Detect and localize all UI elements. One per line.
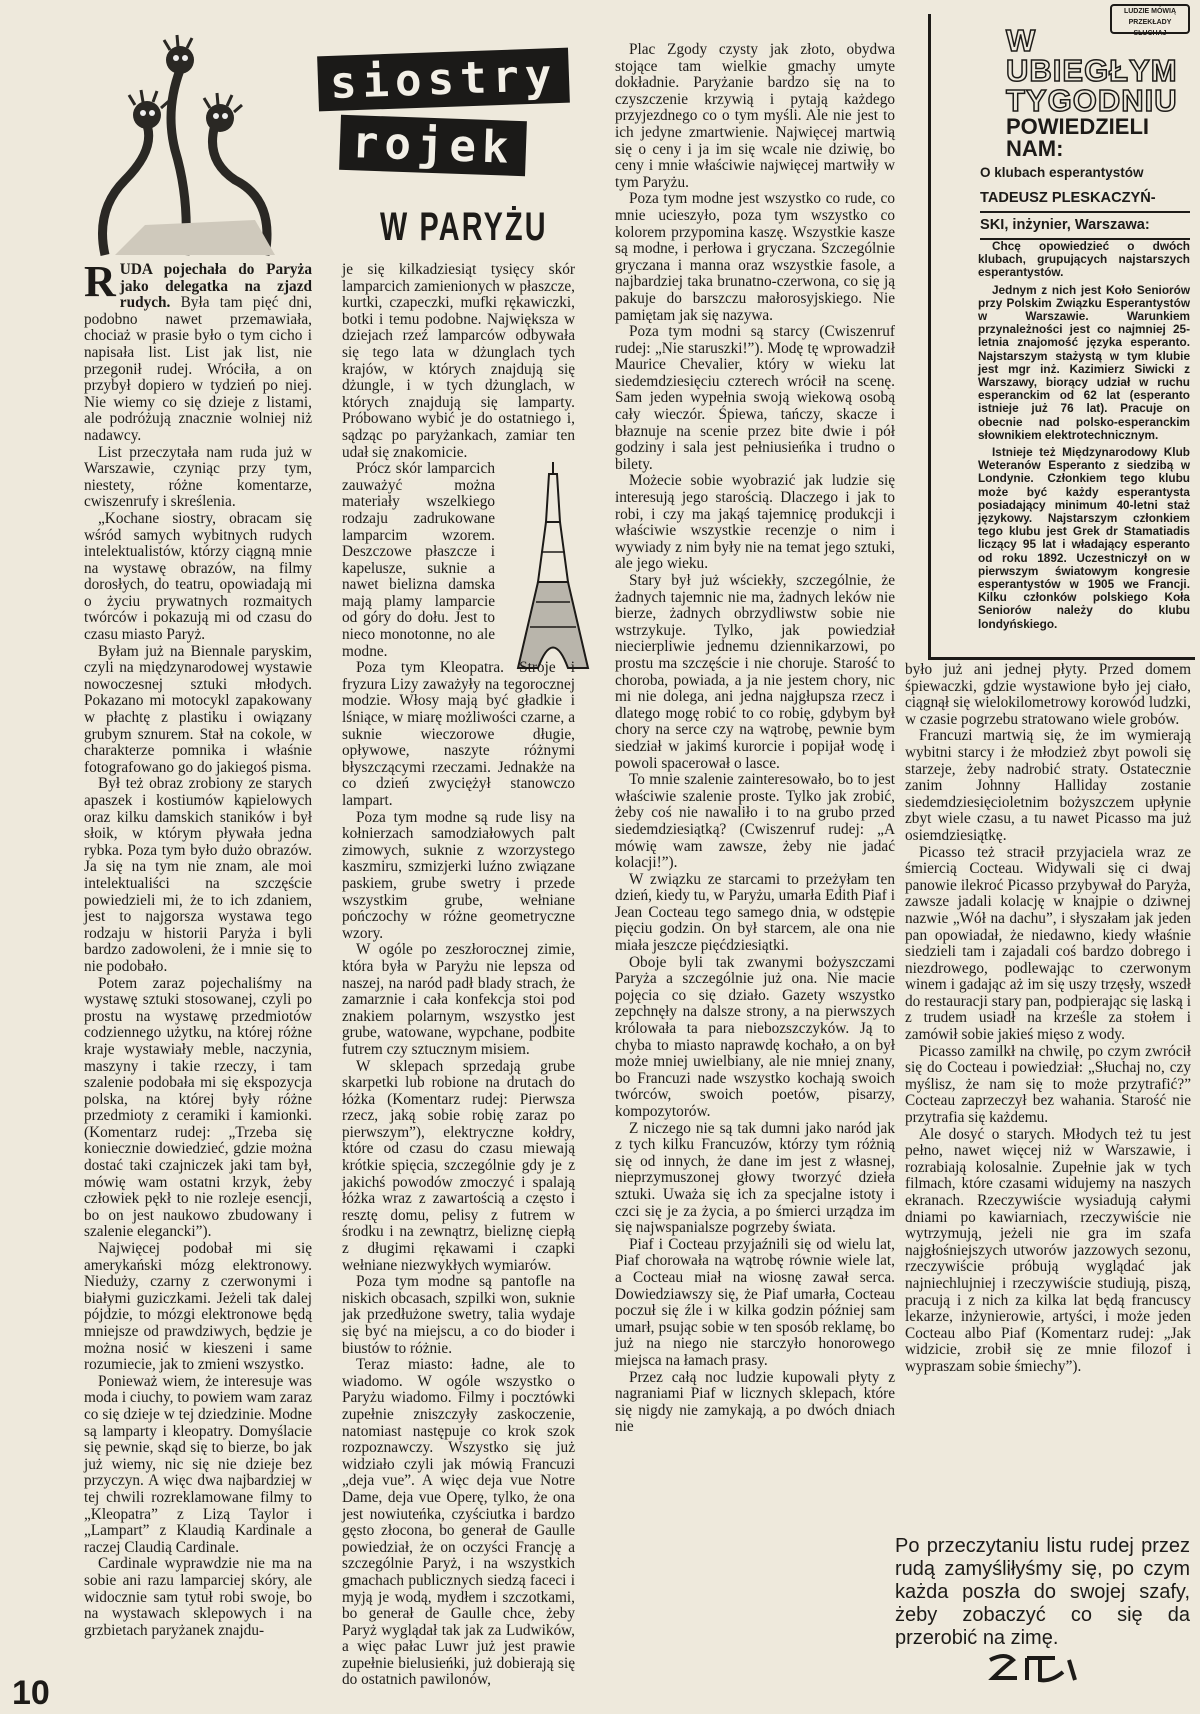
sidebar-paragraph: Jednym z nich jest Koło Seniorów przy Polskim Związku Esperantystów w Warszawie. Warunkiem przynależności jest co najmniej 25-letnia znajomość języka esperanto. Najstarszym stażystą w tym klubie jest mgr inż. Kazimierz Siwicki z Warszawy, biorący udział w ruchu esperanckim od 62 lat (esperanto istnieje już 76 lat). Pracuje on obecnie nad polsko-esperanckim słownikiem elektrotechnicznym. xyxy=(978,282,1190,442)
rubric-stamp: LUDZIE MÓWIĄ PRZEKŁADY SŁUCHAJ xyxy=(1110,4,1190,34)
title-line-2: rojek xyxy=(339,115,527,176)
col1-paragraph: Potem zaraz pojechaliśmy na wystawę sztuki stosowanej, czyli po prostu na wystawę przedmiotów codziennego użytku, na której różne kraje wystawiały meble, naczynia, maszyny i takie rzeczy, i tam szalenie podobała mi się ekspozycja polska, na której były różne przedmioty z ceramiki i kamionki. (Komentarz rudej: „Trzeba się koniecznie dowiedzieć, gdzie można dostać taki czajniczek jaki tam był, mówię wam ostatni krzyk, żeby człowiek pękł to nie rozleje esencji, bo on jest naukowo zbudowany i szalenie elegancki”). xyxy=(84,974,312,1241)
col3-paragraph: Poza tym modne jest wszystko co rude, co mnie ucieszyło, poza tym wszystko co kolorem przypomina kaszę. Wszystkie kasze są modne, i perłowa i gryczana. Szczególnie gryczana i manna oraz wszystkie fasole, a najbardziej taka brunatno-czerwona, co się ją pakuje do barszczu małorosyjskiego. Nie pamiętam jak się nazywa. xyxy=(615,190,895,324)
col2-paragraph: Poza tym modne są pantofle na niskich obcasach, szpilki won, suknie jak przedłużone swetry, talia wydaje się być na miejscu, a co do bioder i biustów to różnie. xyxy=(342,1273,575,1357)
column-2 xyxy=(342,261,575,1689)
sidebar-heading-3: POWIEDZIELI xyxy=(1006,114,1149,139)
sidebar-heading-2: TYGODNIU xyxy=(1006,83,1178,118)
closing-paragraph: Po przeczytaniu listu rudej przez rudą zamyśliłyśmy się, po czym każda poszła do swojej szafy, żeby zobaczyć co się da przerobić na zimę. xyxy=(895,1535,1190,1649)
signature-mark xyxy=(985,1650,1080,1688)
col2-paragraph: W ogóle po zeszłorocznej zimie, która była w Paryżu nie lepsza od naszej, na naród padł blady strach, że zamarznie i cała konfekcja stoi pod znakiem polarnym, wszystko jest grube, watowane, wypchane, podbite futrem czy sztucznym misiem. xyxy=(342,941,575,1058)
col3-paragraph: Stary był już wściekły, szczególnie, że żadnych tajemnic nie ma, żadnych leków nie bierze, żadnych obrzydliwstw sobie nie wstrzykuje. Tylko, jak powiedział niecierpliwie jednemu dziennikarzowi, po prostu ma szczęście i nie choruje. Starość to choroba, powiada, a ja nie jestem chory, nic mi nie dolega, ani jedna najgłupsza rzecz i dlatego mogę robić to co robię, gdybym był chory na serce czy na wątrobę, pewnie bym siedział w jakimś kurorcie i popijał wodę i powoli spacerował o lasce. xyxy=(615,572,895,772)
col1-paragraph: „Kochane siostry, obracam się wśród samych wybitnych rudych intelektualistów, którzy ciągną mnie na wystawę obrazów, na filmy dorosłych, do teatru, opowiadają mi o życiu prywatnych rozmaitych twórców i pokazują mi od czasu do czasu miasto Paryż. xyxy=(84,509,312,644)
column-1 xyxy=(84,257,313,1674)
col2-paragraph: Poza tym modne są rude lisy na kołnierzach samodziałowych palt zimowych, suknie z wzorzystego kaszmiru, szmizjerki luźno związane paskiem, grube swetry i przede wszystkim grube, wełniane pończochy w różne geometryczne wzory. xyxy=(342,808,575,942)
sidebar-text xyxy=(978,240,1190,635)
col2-paragraph: je się kilkadziesiąt tysięcy skór lamparcich zamienionych w płaszcze, kurtki, czapeczki, mufki rękawiczki, botki i temu podobne. Największa w dziejach rzeź lamparców odbywała się tego lata w dżunglach tych krajów, w których znajdują się dżungle, i w tych dżunglach, w których znajdują się lamparty. Próbowano wybić je do ostatniego i, sądząc po paryżankach, zamiar ten udał się znakomicie. xyxy=(342,261,575,461)
col2-paragraph: W sklepach sprzedają grube skarpetki lub robione na drutach do łóżka (Komentarz rudej: Pierwsza rzecz, jaką sobie robię zaraz po pierwszym”), elektryczne kołdry, które od czasu do czasu miewają krótkie spięcia, szczególnie gdy je z jakichś powodów zmoczyć i spalają łóżka wraz z zawartością a często i resztę domu, pelisy z futrem w środku i na zewnątrz, bieliznę ciepłą z długimi rękawami i czapki wełniane niezwykłych wymiarów. xyxy=(342,1057,575,1274)
column-4 xyxy=(905,662,1191,1532)
sidebar-author xyxy=(980,186,1190,240)
sidebar-heading-4: NAM: xyxy=(1006,136,1064,161)
col3-paragraph: Piaf i Cocteau przyjaźnili się od wielu lat, Piaf chorowała na wątrobę równie wiele lat, a Cocteau miał na wiosnę zawał serca. Dowiedziawszy się, że Piaf umarła, Cocteau poczuł się źle i w kilka godzin później sam umarł, psując sobie w ten sposób reklamę, bo już na niego nie starczyło honorowego miejsca na łamach prasy. xyxy=(615,1235,895,1369)
col1-paragraph: List przeczytała nam ruda już w Warszawie, czyniąc przy tym, niestety, różne komentarze, cwiszenrufy i skreślenia. xyxy=(84,443,312,511)
col3-paragraph: Przez całą noc ludzie kupowali płyty z nagraniami Piaf w licznych sklepach, które się nigdy nie zamykają, a po dwóch dniach nie xyxy=(615,1368,895,1436)
col3-paragraph: Poza tym modni są starcy (Cwiszenruf rudej: „Nie staruszki!”). Modę tę wprowadził Maurice Chevalier, który w wieku lat siedemdziesięciu czterech wrócił na scenę. Sam jeden wypełnia swoją wiekową osobą cały wieczór. Śpiewa, tańczy, skacze i błaznuje na scenie przez bite dwie i pół godziny i sala jest pełniusieńka i trudno o bilety. xyxy=(615,323,895,473)
column-3 xyxy=(615,42,895,1672)
dropcap: R xyxy=(84,257,116,306)
lead-paragraph xyxy=(84,257,313,445)
col4-paragraph: Picasso zamilkł na chwilę, po czym zwrócił się do Cocteau i powiedział: „Słuchaj no, czy myślisz, że nam się to może przytrafić?” Cocteau zaprzeczył bez wahania. Starość nie przytrafia się każdemu. xyxy=(905,1042,1191,1127)
sidebar-heading-1: W UBIEGŁYM xyxy=(1006,23,1178,88)
col4-paragraph: Francuzi martwią się, że im wymierają wybitni starcy i że młodzież zbyt powoli się starzeje, żeby nadrobić straty. Ostatecznie zanim Johnny Halliday zostanie siedemdziesięcioletnim bożyszczem upłynie zbyt wiele czasu, a tu nawet Picasso ma już osiemdziesiątkę. xyxy=(905,727,1191,844)
title-line-1: siostry xyxy=(317,48,570,112)
col3-paragraph: Oboje byli tak zwanymi bożyszczami Paryża a szczególnie już ona. Nie macie pojęcia co się działo. Gazety wszystko zepchnęły na dalsze strony, a na pierwszych królowała ta para niebozszczyków. Ją to chyba to miasto naprawdę kochało, a on był może mniej uwielbiany, ale nie mniej znany, bo Francuzi nade wszystko kochają swoich twórców, swoich poetów, pisarzy, kompozytorów. xyxy=(615,953,895,1120)
col1-paragraph: Byłam już na Biennale paryskim, czyli na międzynarodowej wystawie nowoczesnej sztuki młodych. Pokazano mi motocykl zapakowany w płachtę z plastiku i owiązany grubym sznurem. Stał na cokole, w charakterze pomnika i właśnie fotografowano go do jakiegoś pisma. xyxy=(84,642,312,776)
sidebar-topic: O klubach esperantystów xyxy=(980,165,1144,180)
col1-paragraph: Ponieważ wiem, że interesuje was moda i ciuchy, to powiem wam zaraz co się dzieje w tej dziedzinie. Modne są lamparty i kleopatry. Domyślacie się pewnie, skąd się to bierze, bo jak już wiemy, nic się nie dzieje bez przyczyn. A więc dwa najbardziej w tej chwili rozreklamowane filmy to „Kleopatra” z Lizą Taylor i „Lampart” z Klaudią Kardinale a raczej Claudią Cardinale. xyxy=(84,1372,312,1556)
sidebar-paragraph: Chcę opowiedzieć o dwóch klubach, grupujących najstarszych esperantystów. xyxy=(978,239,1190,280)
col3-paragraph: Możecie sobie wyobrazić jak ludzie się interesują jego starością. Dlaczego i jak to robi, i czy ma jakąś tajemnicę produkcji i właściwie wszystkie recenzje o nim i wywiady z nim były nie na temat jego sztuki, ale jego wieku. xyxy=(615,472,895,573)
illustration-heads xyxy=(85,30,285,255)
col4-paragraph: Picasso też stracił przyjaciela wraz ze śmiercią Cocteau. Widywali się ci dwaj panowie ilekroć Picasso przybywał do Paryża, zawsze jadali kolację w knajpie o dziwnej nazwie „Wół na dachu”, i słyszałam jak jeden pan opowiadał, że niedawno, kiedy właśnie siedzieli tam i zajadali coś bardzo dobrego i niezdrowego, podlewając to czerwonym winem i gadając aż im się uszy trzęsły, wszedł do restauracji stary pan, podpierając się laską i z trudem usiadł na krześle za stołem i zamówił sobie jakieś mięso z wody. xyxy=(905,843,1191,1044)
page-number: 10 xyxy=(12,1674,50,1712)
col3-paragraph: W związku ze starcami to przeżyłam ten dzień, kiedy tu, w Paryżu, umarła Edith Piaf i Jean Cocteau tego samego dnia, w odstępie pięciu godzin. On był starcem, ale ona nie miała jeszcze pięćdziesiątki. xyxy=(615,870,895,955)
col2-paragraph: Prócz skór lamparcich zauważyć można materiały wszelkiego rodzaju zadrukowane lamparcim wzorem. Deszczowe płaszcze i kapelusze, suknie a nawet bielizna damska mają plamy lamparcie od góry do dołu. Jest to nieco monotonne, no ale modne. xyxy=(342,460,495,660)
col2-paragraph: Poza tym Kleopatra. Stroje i fryzura Lizy zaważyły na tegorocznej modzie. Włosy mają być gładkie i lśniące, w miarę możliwości czarne, a suknie wieczorowe długie, opływowe, naszyte różnymi błyszczącymi rzeczami. Jednakże na co dzień zwyciężył stanowczo lampart. xyxy=(342,659,575,809)
sidebar-paragraph: Istnieje też Międzynarodowy Klub Weteranów Esperanto z siedzibą w Londynie. Członkiem tego klubu może być każdy esperantysta posiadający minimum 40-letni staż językowy. Najstarszym członkiem tego klubu jest Grek dr Stamatiadis liczący 95 lat i władający esperanto od roku 1892. Uczestniczył on w pierwszym światowym kongresie esperantystów w 1905 we Francji. Kilku członków polskiego Koła Seniorów należy do klubu londyńskiego. xyxy=(978,445,1190,631)
sidebar-heading xyxy=(1006,23,1200,161)
col4-paragraph: Ale dosyć o starych. Młodych też tu jest pełno, nawet więcej niż w Warszawie, i rozrabiają kolosalnie. Zupełnie jak w tych filmach, które czasami widujemy na naszych ekranach. Rzeczywiście wysiadują całymi dniami po kawiarniach, rzeczywiście nie wytrzymują, jeżeli nie gra im szafa najgłośniejszych utworów jazzowych sezonu, rzeczywiście próbują wyglądać jak najniechlujniej i rzeczywiście studiują, piszą, pracują i z nich za kilka lat będą francuscy lekarze, inżynierowie, artyści, i może jeden Cocteau albo Piaf (Komentarz rudej: „Jak widzicie, zrobił się ze mnie filozof i wypraszam sobie śmiechy”). xyxy=(905,1125,1191,1375)
col1-paragraph: Najwięcej podobał mi się amerykański mózg elektronowy. Nieduży, czarny z czerwonymi i białymi guziczkami. Jeżeli tak dalej pójdzie, to mózgi elektronowe będą mniejsze od prawdziwych, będzie je można nosić w kieszeni i same rozumiecie, jak to zmieni wszystko. xyxy=(84,1240,312,1374)
lead-text: UDA pojechała do Paryża jako delegatka na zjazd rudych. xyxy=(119,261,312,312)
col3-paragraph: To mnie szalenie zainteresowało, bo to jest właściwie szalenie proste. Tylko jak zrobić, żeby coś nie nawaliło i to na grubo przed siedemdziesiątką? (Cwiszenruf rudej: „A mówię wam zawsze, żeby nie jadać kolacji!”). xyxy=(615,771,895,872)
col1-p1: Była tam pięć dni, podobno nawet przemawiała, chociaż w prasie było o tym cicho i napisała list. List jak list, nie przegonił rudej. Wróciła, a on przybył dopiero w tydzień po niej. Nie wiemy co się dzieje z listami, ale podróżują znacznie wolniej niż nadawcy. xyxy=(84,294,313,444)
title-line-3: W PARYŻU xyxy=(380,205,548,249)
sidebar-author-1: TADEUSZ PLESKACZYŃ- xyxy=(980,186,1190,213)
col3-paragraph: Plac Zgody czysty jak złoto, obydwa stojące tam wielkie gmachy umyte dokładnie. Paryżanie bardzo się na to czyszczenie krzywią i pytają każdego przyjezdnego co o tym myśli. Ale nie jest to ich jedyne zmartwienie. Najwięcej martwią się o ceny i ja im się wcale nie dziwię, bo ceny i mnie właściwie najwięcej martwiły w tym Paryżu. xyxy=(615,41,895,191)
col2-paragraph: Teraz miasto: ładne, ale to wiadomo. W ogóle wszystko o Paryżu wiadomo. Filmy i pocztówki zupełnie zniszczyły zaskoczenie, natomiast następuje co krok szok rozpoznawczy. Wszystko się już widziało czyli jak mówią Francuzi „deja vue”. A więc deja vue Notre Dame, deja vue Operę, tylko, że ona jest nowiuteńka, czyściutka i bardzo gęsto złocona, bo generał de Gaulle powiedział, że on oczyści Francję a szczególnie Paryż, i na wszystkich gmachach publicznych siedzą faceci i myją je wodą, mydłem i szczotkami, bo generał de Gaulle chce, żeby Paryż wyglądał tak jak za Ludwików, a więc pałac Luwr już jest prawie zupełnie bielusieńki, już dobierają się do ostatnich pawilonów, xyxy=(342,1356,575,1689)
col4-paragraph: było już ani jednej płyty. Przed domem śpiewaczki, gdzie wystawione było jej ciało, ciągnął się wielokilometrowy korowód ludzki, w czasie pogrzebu stratowano wiele grobów. xyxy=(905,661,1191,728)
sidebar-author-2: SKI, inżynier, Warszawa: xyxy=(980,213,1190,240)
col1-paragraph: Był też obraz zrobiony ze starych apaszek i kostiumów kąpielowych oraz kilku damskich staników i był słoik, w którym pływała jedna rybka. Poza tym było dużo obrazów. Ja się na tym nie znam, ale moi intelektualiści na szczęście powiedzieli mi, że to ich zdaniem, jest to najgorsza wystawa tego rodzaju w historii Paryża i byli bardzo zadowoleni, że i mnie się to nie podobało. xyxy=(84,775,312,975)
col3-paragraph: Z niczego nie są tak dumni jako naród jak z tych kilku Francuzów, którzy tym różnią się od innych, że dane im jest z własnej, nieprzymuszonej głowy tworzyć dzieła sztuki. Uważa się ich za specjalne istoty i czci się je za życia, a po śmierci urządza im się najwspanialsze pogrzeby świata. xyxy=(615,1119,895,1237)
col1-paragraph: Cardinale wyprawdzie nie ma na sobie ani razu lamparciej skóry, ale widocznie sam tytuł robi swoje, bo na wystawach sklepowych i na grzbietach paryżanek znajdu- xyxy=(84,1555,312,1639)
